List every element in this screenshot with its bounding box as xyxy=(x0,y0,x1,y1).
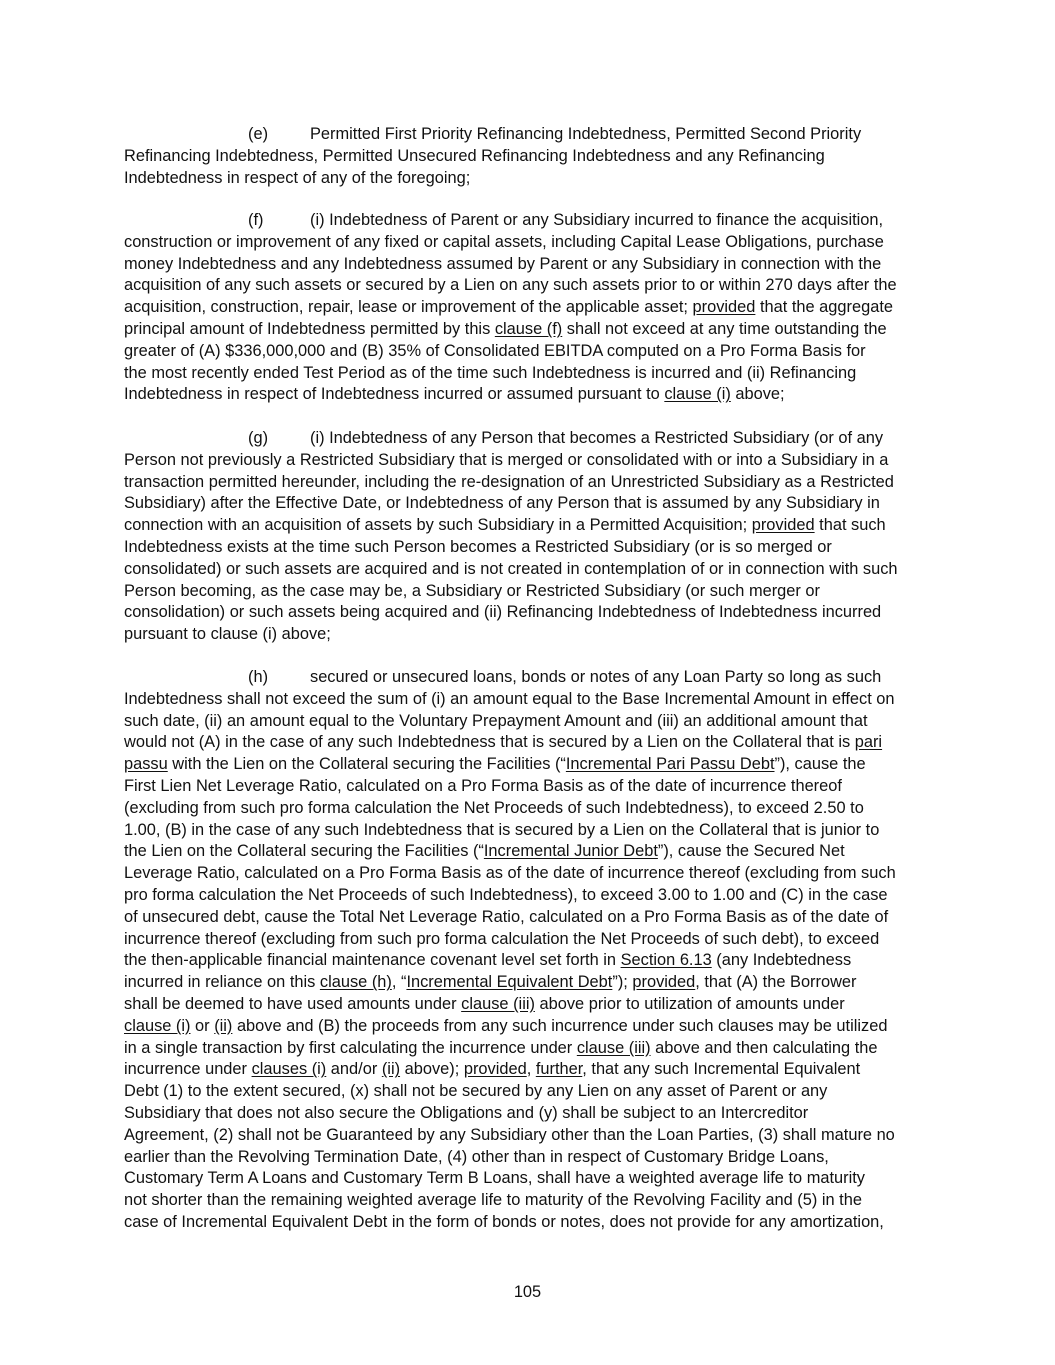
text-line xyxy=(124,1016,944,1038)
text-line xyxy=(124,907,944,929)
text-segment: that the aggregate xyxy=(755,298,893,317)
underlined-term: clause (iii) xyxy=(461,994,535,1013)
text-segment: (excluding from such pro forma calculation the Net Proceeds of such Indebtedness), to exceed 2.50 to xyxy=(124,798,864,817)
text-segment: or xyxy=(190,1016,215,1035)
text-line xyxy=(124,624,944,646)
text-line xyxy=(124,363,944,385)
text-segment: above; xyxy=(730,385,785,404)
underlined-term: clause (iii) xyxy=(576,1038,651,1057)
text-line xyxy=(124,754,944,776)
text-segment: secured or unsecured loans, bonds or notes of any Loan Party so long as such xyxy=(310,668,882,686)
paragraph-label: (g) xyxy=(248,429,269,447)
text-segment: , that (A) the Borrower xyxy=(695,973,857,992)
paragraph-label: (h) xyxy=(248,668,269,686)
text-segment: shall be deemed to have used amounts under xyxy=(124,994,462,1013)
text-segment: above); xyxy=(400,1060,464,1079)
text-line xyxy=(124,1059,944,1081)
text-segment: acquisition, construction, repair, lease or improvement of the applicable asset; xyxy=(124,298,693,317)
text-segment: ”), cause the xyxy=(774,755,866,774)
text-line xyxy=(124,1190,944,1212)
text-line xyxy=(124,297,944,319)
text-segment: First Lien Net Leverage Ratio, calculated on a Pro Forma Basis as of the date of incurrence thereof xyxy=(124,776,842,795)
paragraph-e xyxy=(124,124,944,189)
text-line xyxy=(124,994,944,1016)
text-segment: greater of (A) $336,000,000 and (B) 35% of Consolidated EBITDA computed on a Pro Forma Basis for xyxy=(124,341,866,360)
text-segment: (any Indebtedness xyxy=(711,951,852,970)
text-segment: and/or xyxy=(326,1060,382,1079)
text-segment: incurrence under xyxy=(124,1060,252,1079)
text-line xyxy=(124,168,944,190)
text-line xyxy=(124,950,944,972)
text-line xyxy=(124,689,944,711)
text-segment: Subsidiary that does not also secure the Obligations and (y) shall be subject to an Intercreditor xyxy=(124,1103,809,1122)
text-segment: consolidation) or such assets being acquired and (ii) Refinancing Indebtedness of Indebtedness incurred xyxy=(124,603,882,622)
text-segment: the Lien on the Collateral securing the Facilities (“ xyxy=(124,842,484,861)
text-line xyxy=(124,841,944,863)
text-segment: the most recently ended Test Period as of the time such Indebtedness is incurred and (ii) Refinancing xyxy=(124,363,857,382)
text-segment: above prior to utilization of amounts under xyxy=(534,994,845,1013)
text-line xyxy=(124,1212,944,1234)
text-line xyxy=(124,1081,944,1103)
underlined-term: clauses (i) xyxy=(251,1060,327,1079)
text-segment: transaction permitted hereunder, including the re-designation of an Unrestricted Subsidiary as a Restricted xyxy=(124,472,894,491)
text-line xyxy=(124,863,944,885)
text-line xyxy=(124,493,944,515)
text-segment: connection with an acquisition of assets by such Subsidiary in a Permitted Acquisition; xyxy=(124,516,752,535)
underlined-term: (ii) xyxy=(214,1016,233,1035)
underlined-term: pari xyxy=(854,733,883,752)
text-line xyxy=(124,1038,944,1060)
text-line xyxy=(124,275,944,297)
text-segment: that such xyxy=(814,516,886,535)
text-segment: 1.00, (B) in the case of any such Indebtedness that is secured by a Lien on the Collateral that is junior to xyxy=(124,820,880,839)
text-line xyxy=(124,210,944,232)
paragraph-label: (e) xyxy=(248,125,269,143)
text-line xyxy=(124,1125,944,1147)
text-line xyxy=(124,232,944,254)
page-number: 105 xyxy=(513,1283,542,1301)
text-line xyxy=(124,537,944,559)
underlined-term: provided xyxy=(692,298,756,317)
text-line xyxy=(124,1103,944,1125)
text-line xyxy=(124,667,944,689)
text-line xyxy=(124,472,944,494)
text-segment: acquisition of any such assets or secured by a Lien on any such assets prior to or within 270 days after the xyxy=(124,276,897,295)
text-segment: consolidated) or such assets are acquired and is not created in contemplation of or in connection with such xyxy=(124,559,898,578)
paragraph-label: (f) xyxy=(248,211,264,229)
text-segment: incurrence thereof (excluding from such pro forma calculation the Net Proceeds of such debt), to exceed xyxy=(124,929,880,948)
underlined-term: clause (i) xyxy=(124,1016,191,1035)
underlined-term: further xyxy=(535,1060,583,1079)
text-segment: would not (A) in the case of any such Indebtedness that is secured by a Lien on the Collateral that is xyxy=(124,733,855,752)
underlined-term: Incremental Equivalent Debt xyxy=(406,973,613,992)
text-segment: Leverage Ratio, calculated on a Pro Forma Basis as of the date of incurrence thereof (excluding from such xyxy=(124,864,896,883)
text-segment: ”); xyxy=(612,973,633,992)
text-line xyxy=(124,124,944,146)
text-segment: such date, (ii) an amount equal to the Voluntary Prepayment Amount and (iii) an additional amount that xyxy=(124,711,868,730)
text-segment: pro forma calculation the Net Proceeds of such Indebtedness), to exceed 3.00 to 1.00 and (C) in the case xyxy=(124,885,888,904)
underlined-term: Incremental Pari Passu Debt xyxy=(565,755,775,774)
underlined-term: passu xyxy=(124,755,168,774)
text-segment: of unsecured debt, cause the Total Net Leverage Ratio, calculated on a Pro Forma Basis as of the date of xyxy=(124,907,889,926)
underlined-term: Incremental Junior Debt xyxy=(483,842,658,861)
text-segment: Indebtedness in respect of any of the foregoing; xyxy=(124,168,471,187)
text-line xyxy=(124,450,944,472)
text-line xyxy=(124,798,944,820)
text-segment: Person not previously a Restricted Subsidiary that is merged or consolidated with or into a Subsidiary in a xyxy=(124,450,889,469)
text-line xyxy=(124,341,944,363)
text-segment: Subsidiary) after the Effective Date, or Indebtedness of any Person that is assumed by any Subsidiary in xyxy=(124,494,880,513)
underlined-term: Section 6.13 xyxy=(620,951,712,970)
text-segment: case of Incremental Equivalent Debt in the form of bonds or notes, does not provide for any amortization, xyxy=(124,1212,884,1231)
text-segment: in a single transaction by first calculating the incurrence under xyxy=(124,1038,577,1057)
text-segment: Indebtedness in respect of Indebtedness incurred or assumed pursuant to xyxy=(124,385,665,404)
paragraph-f xyxy=(124,210,944,406)
text-line xyxy=(124,428,944,450)
text-segment: principal amount of Indebtedness permitted by this xyxy=(124,319,495,338)
text-line xyxy=(124,319,944,341)
text-segment: , xyxy=(526,1060,536,1079)
underlined-term: provided xyxy=(463,1060,527,1079)
text-segment: Person becoming, as the case may be, a Subsidiary or Restricted Subsidiary (or such merger or xyxy=(124,581,821,600)
paragraph-g xyxy=(124,428,944,646)
text-segment: incurred in reliance on this xyxy=(124,973,320,992)
underlined-term: provided xyxy=(751,516,815,535)
text-segment: above and then calculating the xyxy=(650,1038,878,1057)
underlined-term: (ii) xyxy=(381,1060,401,1079)
text-line xyxy=(124,146,944,168)
text-line xyxy=(124,711,944,733)
text-segment: ”), cause the Secured Net xyxy=(657,842,845,861)
text-segment: construction or improvement of any fixed or capital assets, including Capital Lease Obligations, purchase xyxy=(124,232,884,251)
text-line xyxy=(124,732,944,754)
text-segment: Debt (1) to the extent secured, (x) shall not be secured by any Lien on any asset of Parent or any xyxy=(124,1082,828,1101)
text-segment: the then-applicable financial maintenance covenant level set forth in xyxy=(124,951,621,970)
underlined-term: clause (h) xyxy=(319,973,392,992)
text-line xyxy=(124,254,944,276)
text-segment: (i) Indebtedness of any Person that becomes a Restricted Subsidiary (or of any xyxy=(310,429,884,447)
text-line xyxy=(124,384,944,406)
text-line xyxy=(124,559,944,581)
text-segment: (i) Indebtedness of Parent or any Subsidiary incurred to finance the acquisition, xyxy=(310,211,884,229)
text-segment: , that any such Incremental Equivalent xyxy=(582,1060,861,1079)
text-line xyxy=(124,515,944,537)
text-line xyxy=(124,602,944,624)
text-segment: not shorter than the remaining weighted average life to maturity of the Revolving Facility and (5) in the xyxy=(124,1191,862,1210)
underlined-term: provided xyxy=(632,973,696,992)
text-line xyxy=(124,1147,944,1169)
text-segment: with the Lien on the Collateral securing the Facilities (“ xyxy=(167,755,566,774)
text-segment: earlier than the Revolving Termination Date, (4) other than in respect of Customary Bridge Loans, xyxy=(124,1147,829,1166)
text-segment: shall not exceed at any time outstanding the xyxy=(562,319,887,338)
underlined-term: clause (f) xyxy=(494,319,563,338)
text-segment: Agreement, (2) shall not be Guaranteed by any Subsidiary other than the Loan Parties, (3) shall mature no xyxy=(124,1125,895,1144)
paragraph-h xyxy=(124,667,944,1234)
text-line xyxy=(124,776,944,798)
text-segment: pursuant to clause (i) above; xyxy=(124,625,331,644)
text-segment: Indebtedness exists at the time such Person becomes a Restricted Subsidiary (or is so merged or xyxy=(124,537,832,556)
text-line xyxy=(124,820,944,842)
text-line xyxy=(124,929,944,951)
text-line xyxy=(124,972,944,994)
text-segment: , “ xyxy=(391,973,407,992)
text-segment: money Indebtedness and any Indebtedness assumed by Parent or any Subsidiary in connection with the xyxy=(124,254,882,273)
text-line xyxy=(124,1168,944,1190)
text-segment: above and (B) the proceeds from any such incurrence under such clauses may be utilized xyxy=(232,1016,888,1035)
text-segment: Refinancing Indebtedness, Permitted Unsecured Refinancing Indebtedness and any Refinancing xyxy=(124,146,825,165)
text-line xyxy=(124,885,944,907)
underlined-term: clause (i) xyxy=(664,385,731,404)
text-segment: Customary Term A Loans and Customary Term B Loans, shall have a weighted average life to maturity xyxy=(124,1169,865,1188)
text-line xyxy=(124,581,944,603)
text-segment: Indebtedness shall not exceed the sum of (i) an amount equal to the Base Incremental Amount in effect on xyxy=(124,689,895,708)
text-segment: Permitted First Priority Refinancing Indebtedness, Permitted Second Priority xyxy=(310,125,862,143)
